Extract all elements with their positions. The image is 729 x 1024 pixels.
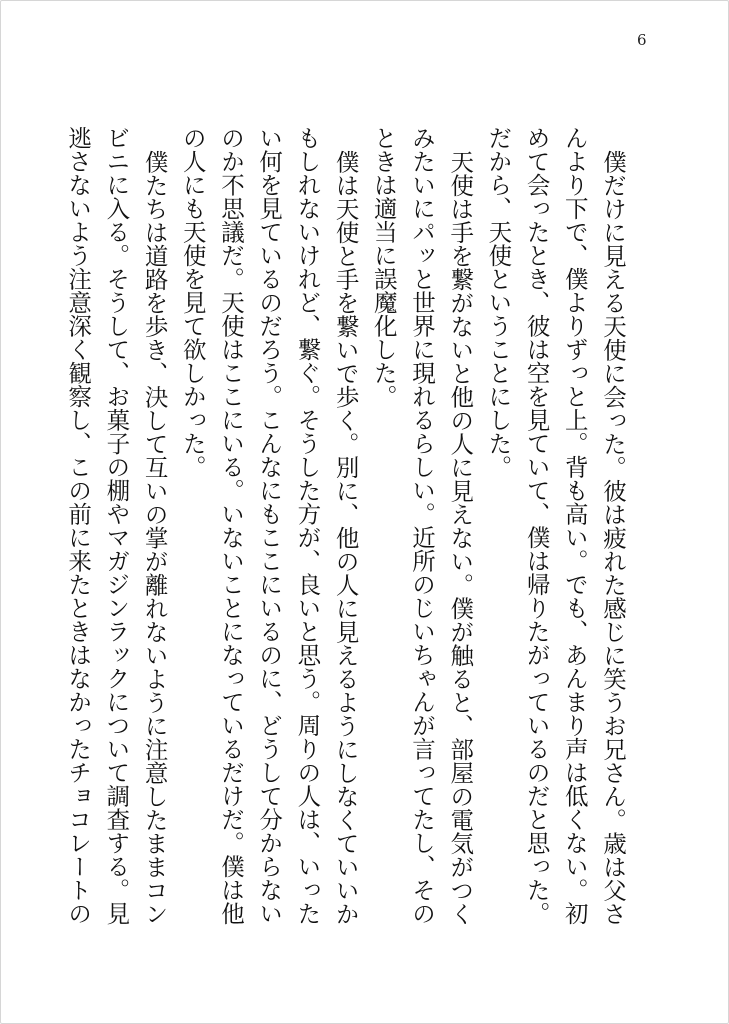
vertical-text-body — [64, 126, 632, 946]
paragraph-4: 僕たちは道路を歩き、決して互いの掌が離れないように注意したままコンビニに入る。そうして、お菓子の棚やマガジンラックについて調査する。見逃さないよう注意深く観察し、この前に来たときはなかったチョコレートの — [64, 126, 169, 925]
paragraph-1: 僕だけに見える天使に会った。彼は疲れた感じに笑うお兄さん。歳は父さんより下で、僕よりずっと上。背も高い。でも、あんまり声は低くない。初めて会ったとき、彼は空を見ていて、僕は帰りたがっているのだと思った。だから、天使ということにした。 — [484, 126, 627, 925]
page-number: 6 — [637, 31, 647, 49]
paragraph-2: 天使は手を繋がないと他の人に見えない。僕が触ると、部屋の電気がつくみたいにパッと世界に現れるらしい。近所のじいちゃんが言ってたし、そのときは適当に誤魔化した。 — [369, 126, 475, 925]
paragraph-3: 僕は天使と手を繋いで歩く。別に、他の人に見えるようにしなくていいかもしれないけれど、繋ぐ。そうした方が、良いと思う。周りの人は、いったい何を見ているのだろう。こんなにもここにいるのに、どうして分からないのか不思議だ。天使はここにいる。いないことになっているだけだ。僕は他の人にも天使を見て欲しかった。 — [178, 126, 360, 925]
